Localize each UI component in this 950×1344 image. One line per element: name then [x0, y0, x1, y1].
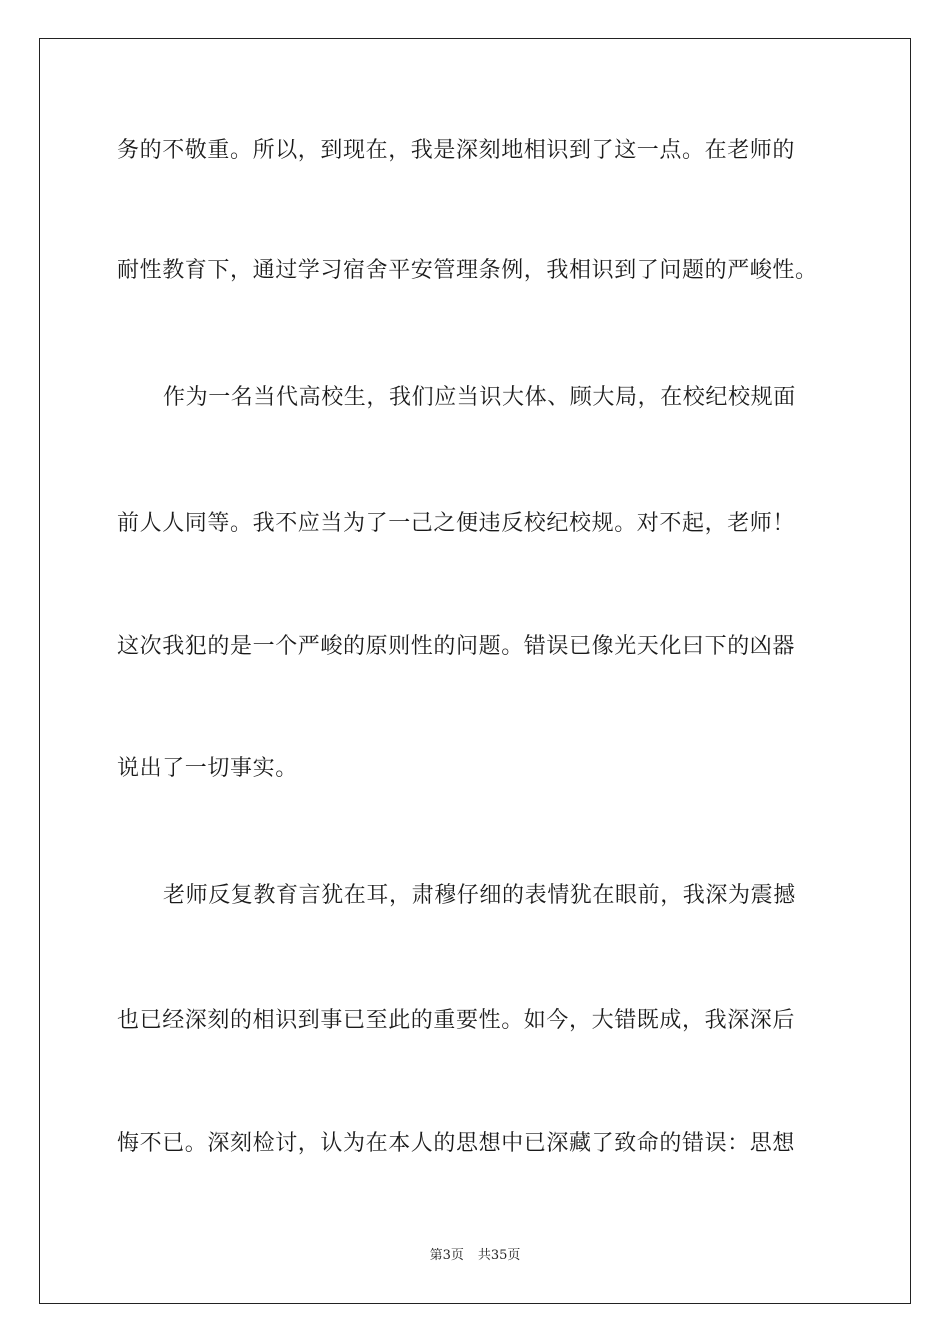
body-line-2: 耐性教育下，通过学习宿舍平安管理条例，我相识到了问题的严峻性。	[117, 258, 818, 283]
page-border	[39, 38, 911, 1304]
page-total: 共35页	[477, 1248, 521, 1263]
body-line-5: 这次我犯的是一个严峻的原则性的问题。错误已像光天化曰下的凶器	[117, 634, 796, 659]
page-number: 第3页	[429, 1248, 464, 1263]
body-line-6: 说出了一切事实。	[117, 756, 298, 781]
body-line-4: 前人人同等。我不应当为了一己之便违反校纪校规。对不起，老师！	[117, 511, 796, 536]
body-line-8: 也已经深刻的相识到事已至此的重要性。如今，大错既成，我深深后	[117, 1008, 796, 1033]
page-footer	[0, 1247, 950, 1265]
body-line-9: 悔不已。深刻检讨，认为在本人的思想中已深藏了致命的错误：思想	[117, 1131, 796, 1156]
body-line-3: 作为一名当代高校生，我们应当识大体、顾大局，在校纪校规面	[163, 385, 796, 410]
body-line-7: 老师反复教育言犹在耳，肃穆仔细的表情犹在眼前，我深为震撼	[163, 883, 796, 908]
body-line-1: 务的不敬重。所以，到现在，我是深刻地相识到了这一点。在老师的	[117, 138, 796, 163]
